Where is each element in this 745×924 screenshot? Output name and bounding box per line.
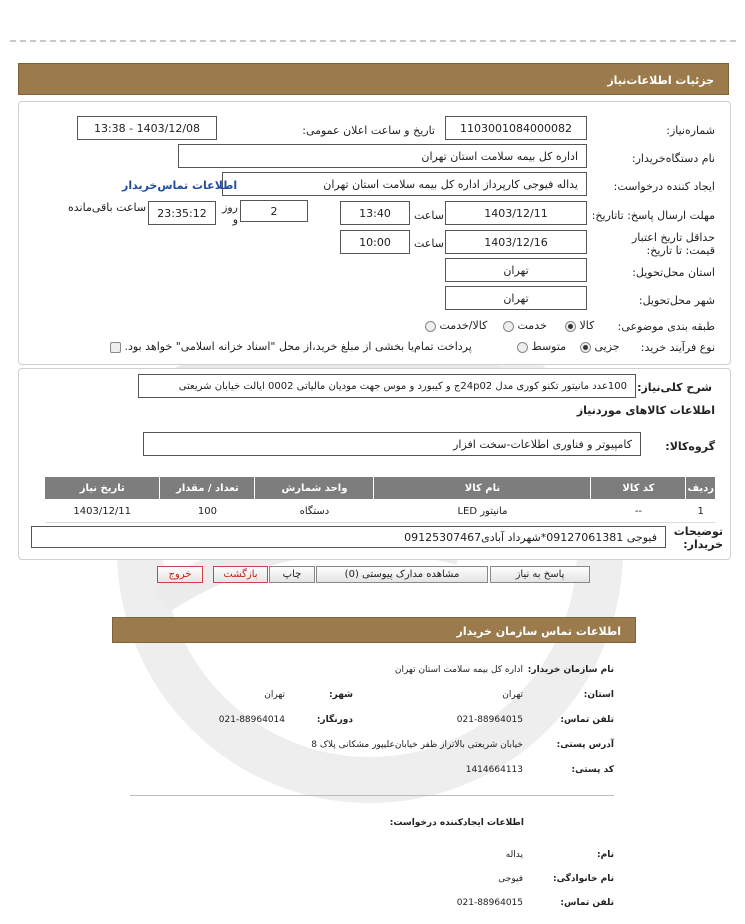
deadline-date-field: 1403/12/11 [445,201,587,225]
fax-label: دورنگار: [316,715,353,725]
cell-date: 1403/12/11 [45,500,160,523]
contact-title: اطلاعات تماس سازمان خریدار [456,625,621,638]
page-title-bar [18,63,729,95]
col-date: تاریخ نیاز [45,477,160,500]
org-label: نام سازمان خریدار: [527,665,614,675]
name-label: نام: [597,850,614,860]
top-divider [10,40,736,42]
name-value: یداله [505,850,523,860]
process-option-minor[interactable]: جزیی [580,340,620,353]
phone-label: تلفن تماس: [560,715,614,725]
reply-button[interactable]: پاسخ به نیاز [490,566,590,583]
items-table-header [45,477,716,500]
address-value: خیابان شریعتی بالاتراز ظفر خیابان‌علیپور مشکانی پلاک 8 [311,740,523,750]
cell-qty: 100 [160,500,255,523]
creator-field: یداله فیوجی کارپرداز اداره کل بیمه سلامت استان تهران [222,172,587,196]
family-label: نام خانوادگی: [552,874,614,884]
validity-label: حداقل تاریخ اعتبار قیمت: تا تاریخ: [631,231,715,257]
goods-info-heading: اطلاعات کالاهای موردنیاز [576,404,715,417]
family-value: فیوجی [498,874,523,884]
col-unit: واحد شمارش [255,477,374,500]
cell-row: 1 [686,500,716,523]
remaining-time-field: 23:35:12 [148,201,216,225]
table-row [45,500,716,523]
buyer-label: نام دستگاه‌خریدار: [631,152,715,165]
city-field: تهران [445,286,587,310]
group-field: کامپیوتر و فناوری اطلاعات-سخت افزار [143,432,641,456]
category-option-both[interactable]: کالا/خدمت [425,319,487,332]
province-info-value: تهران [502,690,523,700]
print-button[interactable]: چاپ [269,566,315,583]
creator-label: ایجاد کننده درخواست: [613,180,715,193]
validity-date-field: 1403/12/16 [445,230,587,254]
remaining-label: ساعت باقی‌مانده [68,201,147,214]
cell-code: -- [591,500,686,523]
process-label: نوع فرآیند خرید: [640,341,715,354]
days-label: روز و [222,201,238,226]
fax-value: 021-88964014 [218,715,285,725]
deadline-label: مهلت ارسال پاسخ: تاتاریخ: [591,209,715,222]
need-number-field: 1103001084000082 [445,116,587,140]
creator-phone-value: 021-88964015 [456,898,523,908]
phone-value: 021-88964015 [456,715,523,725]
deadline-hour-label: ساعت [414,209,444,222]
goods-radio[interactable] [565,321,576,332]
org-value: اداره کل بیمه سلامت استان تهران [394,665,523,675]
category-label: طبقه بندی موضوعی: [617,320,715,333]
postal-value: 1414664113 [465,765,523,775]
back-button[interactable]: بازگشت [213,566,268,583]
buyer-field: اداره کل بیمه سلامت استان تهران [178,144,587,168]
announce-field: 1403/12/08 - 13:38 [77,116,217,140]
process-option-medium[interactable]: متوسط [517,340,566,353]
col-name: نام کالا [374,477,591,500]
creator-info-title: اطلاعات ایجادکننده درخواست: [389,818,524,828]
goods-service-radio[interactable] [425,321,436,332]
col-row: ردیف [686,477,716,500]
col-code: کد کالا [591,477,686,500]
buyer-contact-link[interactable]: اطلاعات تماس‌خریدار [122,179,238,192]
attachments-button[interactable]: مشاهده مدارک پیوستی (0) [316,566,488,583]
treasury-checkbox[interactable] [110,342,121,353]
items-table [44,476,716,523]
category-option-goods[interactable]: کالا [565,319,594,332]
minor-radio[interactable] [580,342,591,353]
province-label: استان محل‌تحویل: [632,266,715,279]
medium-radio[interactable] [517,342,528,353]
address-label: آدرس پستی: [556,740,614,750]
cell-name: مانیتور LED [374,500,591,523]
exit-button[interactable]: خروج [157,566,203,583]
city-info-value: تهران [264,690,285,700]
contact-divider [130,795,614,796]
col-qty: تعداد / مقدار [160,477,255,500]
category-option-service[interactable]: خدمت [503,319,547,332]
province-info-label: استان: [583,690,614,700]
creator-phone-label: تلفن تماس: [560,898,614,908]
service-radio[interactable] [503,321,514,332]
postal-label: کد پستی: [571,765,614,775]
group-label: گروه‌کالا: [665,440,715,453]
validity-hour-label: ساعت [414,237,444,250]
contact-title-bar [112,617,636,643]
need-number-label: شماره‌نیاز: [666,124,715,137]
city-info-label: شهر: [329,690,353,700]
notes-field: فیوجی 09127061381*شهرداد آبادی09125307467 [31,526,666,548]
announce-label: تاریخ و ساعت اعلان عمومی: [302,124,435,137]
city-label: شهر محل‌تحویل: [638,294,715,307]
validity-time-field: 10:00 [340,230,410,254]
days-field: 2 [240,200,308,222]
notes-label: توضیحات خریدار: [673,525,723,551]
deadline-time-field: 13:40 [340,201,410,225]
payment-note[interactable]: پرداخت تمام‌یا بخشی از مبلغ خرید،از محل "اسناد خزانه اسلامی" خواهد بود. [110,340,472,353]
cell-unit: دستگاه [255,500,374,523]
page-title: جزئیات اطلاعات‌نیاز [607,74,714,87]
summary-label: شرح کلی‌نیاز: [637,381,712,394]
summary-field: 100عدد مانیتور تکنو کوری مدل 24p02ج و کیبورد و موس جهت مودیان مالیاتی 0002 ایالت خیابان شریعتی [138,374,636,398]
province-field: تهران [445,258,587,282]
